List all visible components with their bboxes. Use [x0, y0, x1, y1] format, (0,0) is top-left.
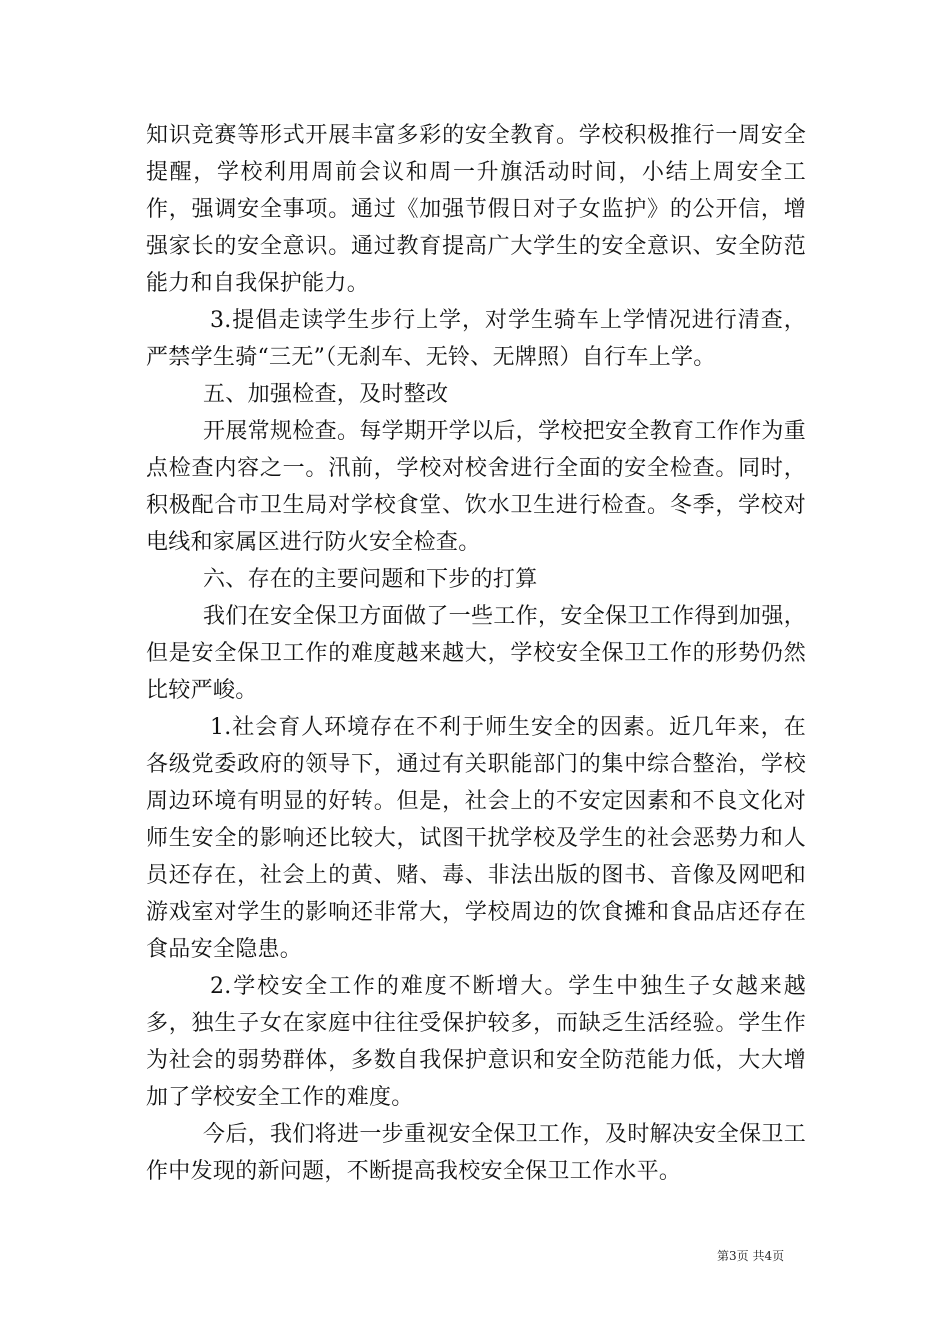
paragraph-item-3-walking: 3.提倡走读学生步行上学，对学生骑车上学情况进行清查，严禁学生骑“三无”（无刹车、无铃、无牌照）自行车上学。	[146, 308, 806, 370]
page-number: 第3页 共4页	[717, 1249, 785, 1263]
paragraph-item-1-environment: 1.社会育人环境存在不利于师生安全的因素。近几年来，在各级党委政府的领导下，通过有关职能部门的集中综合整治，学校周边环境有明显的好转。但是，社会上的不安定因素和不良文化对师生安全的影响还比较大，试图干扰学校及学生的社会恶势力和人员还存在，社会上的黄、赌、毒、非法出版的图书、音像及网吧和游戏室对学生的影响还非常大，学校周边的饮食摊和食品店还存在食品安全隐患。	[146, 715, 806, 962]
paragraph-future-plan: 今后，我们将进一步重视安全保卫工作，及时解决安全保卫工作中发现的新问题，不断提高我校安全保卫工作水平。	[146, 1122, 806, 1184]
section-heading-6: 六、存在的主要问题和下步的打算	[203, 567, 538, 592]
section-heading-5: 五、加强检查，及时整改	[203, 382, 449, 407]
paragraph-safety-education: 知识竞赛等形式开展丰富多彩的安全教育。学校积极推行一周安全提醒，学校利用周前会议和周一升旗活动时间，小结上周安全工作，强调安全事项。通过《加强节假日对子女监护》的公开信，增强家长的安全意识。通过教育提高广大学生的安全意识、安全防范能力和自我保护能力。	[146, 123, 806, 296]
paragraph-item-2-difficulty: 2.学校安全工作的难度不断增大。学生中独生子女越来越多，独生子女在家庭中往往受保护较多，而缺乏生活经验。学生作为社会的弱势群体，多数自我保护意识和安全防范能力低，大大增加了学校安全工作的难度。	[146, 974, 806, 1110]
paragraph-routine-inspection: 开展常规检查。每学期开学以后，学校把安全教育工作作为重点检查内容之一。汛前，学校对校舍进行全面的安全检查。同时，积极配合市卫生局对学校食堂、饮水卫生进行检查。冬季，学校对电线和家属区进行防火安全检查。	[146, 419, 806, 555]
paragraph-summary: 我们在安全保卫方面做了一些工作，安全保卫工作得到加强，但是安全保卫工作的难度越来越大，学校安全保卫工作的形势仍然比较严峻。	[146, 604, 806, 703]
document-body	[146, 117, 806, 1190]
